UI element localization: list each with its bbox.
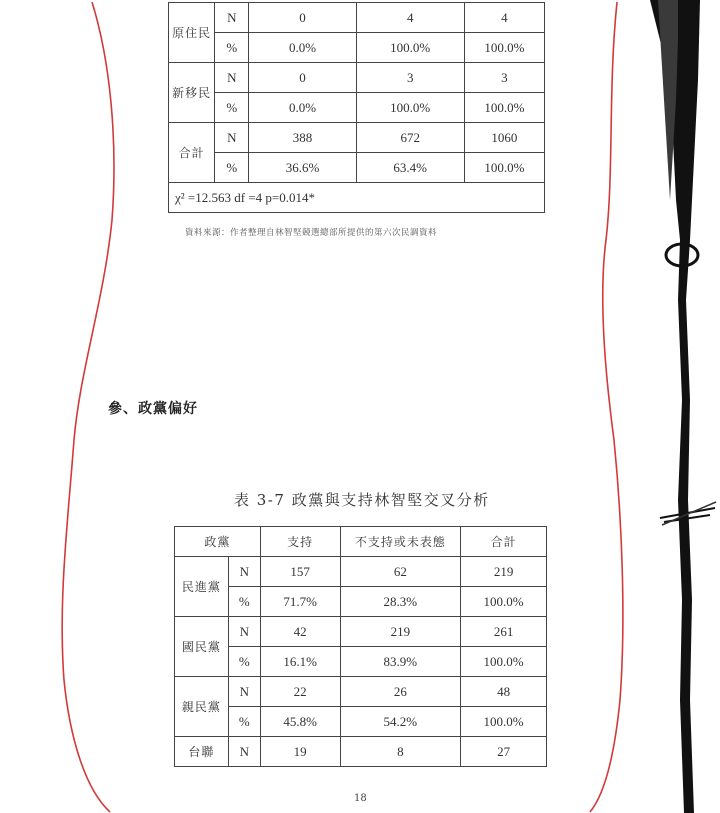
table-cell: 26: [340, 677, 461, 707]
party-label: 國民黨: [175, 617, 229, 677]
section-heading: 參、政黨偏好: [108, 401, 198, 417]
stat-label: N: [228, 677, 260, 707]
table-cell: 48: [461, 677, 547, 707]
table-cell: 3: [464, 63, 544, 93]
source-note: 資料來源：作者整理自林智堅競選總部所提供的第六次民調資料: [185, 228, 438, 238]
table-cell: 100.0%: [464, 153, 544, 183]
table-row: [175, 707, 547, 737]
table-row: [175, 677, 547, 707]
table-cell: 4: [356, 3, 464, 33]
table-cell: 388: [249, 123, 356, 153]
table-row: [169, 93, 545, 123]
table-cell: 100.0%: [461, 707, 547, 737]
row-group-label: 新移民: [169, 63, 215, 123]
table-caption: 表 3-7 政黨與支持林智堅交叉分析: [234, 491, 490, 509]
table-cell: 672: [356, 123, 464, 153]
table-cell: 100.0%: [356, 33, 464, 63]
table-row: [169, 3, 545, 33]
column-header-support: 支持: [260, 527, 340, 557]
table-cell: 54.2%: [340, 707, 461, 737]
table-cell: 0.0%: [249, 93, 356, 123]
table-party-support: [174, 526, 547, 767]
table-row: [169, 63, 545, 93]
column-header-not-support: 不支持或未表態: [340, 527, 461, 557]
table-cell: 100.0%: [461, 647, 547, 677]
stat-label: %: [215, 33, 249, 63]
table-cell: 63.4%: [356, 153, 464, 183]
row-group-label: 合計: [169, 123, 215, 183]
table-cell: 19: [260, 737, 340, 767]
table-cell: 27: [461, 737, 547, 767]
table-cell: 100.0%: [464, 93, 544, 123]
stat-label: %: [215, 93, 249, 123]
table-cell: 0.0%: [249, 33, 356, 63]
stat-label: N: [215, 123, 249, 153]
column-header-party: 政黨: [175, 527, 261, 557]
table-row: [169, 33, 545, 63]
table-row: [169, 123, 545, 153]
table-cell: 219: [461, 557, 547, 587]
chi-square-result: χ² =12.563 df =4 p=0.014*: [169, 183, 545, 213]
table-cell: 0: [249, 3, 356, 33]
stat-label: N: [228, 557, 260, 587]
table-cell: 36.6%: [249, 153, 356, 183]
table-cell: 100.0%: [461, 587, 547, 617]
column-header-total: 合計: [461, 527, 547, 557]
party-label: 親民黨: [175, 677, 229, 737]
stat-label: %: [228, 647, 260, 677]
table-cell: 100.0%: [356, 93, 464, 123]
party-label: 台聯: [175, 737, 229, 767]
table-header-row: [175, 527, 547, 557]
table-row: [175, 647, 547, 677]
table-cell: 0: [249, 63, 356, 93]
table-cell: 219: [340, 617, 461, 647]
table-cell: 261: [461, 617, 547, 647]
stat-label: N: [215, 63, 249, 93]
table-cell: 62: [340, 557, 461, 587]
table-cell: 8: [340, 737, 461, 767]
table-cell: 4: [464, 3, 544, 33]
stat-label: N: [228, 617, 260, 647]
stat-label: %: [215, 153, 249, 183]
table-cell: 1060: [464, 123, 544, 153]
table-ethnicity-support: [168, 2, 545, 213]
table-cell: 42: [260, 617, 340, 647]
table-cell: 83.9%: [340, 647, 461, 677]
table-cell: 16.1%: [260, 647, 340, 677]
table-cell: 3: [356, 63, 464, 93]
table-row: [175, 617, 547, 647]
table-cell: 157: [260, 557, 340, 587]
stat-label: N: [228, 737, 260, 767]
stat-label: %: [228, 707, 260, 737]
table-cell: 22: [260, 677, 340, 707]
scan-edge-binding: [620, 0, 720, 813]
table-row: [169, 153, 545, 183]
page-number: 18: [354, 793, 367, 804]
stat-label: %: [228, 587, 260, 617]
table-cell: 100.0%: [464, 33, 544, 63]
table-row: [169, 183, 545, 213]
table-row: [175, 557, 547, 587]
party-label: 民進黨: [175, 557, 229, 617]
table-row: [175, 737, 547, 767]
table-cell: 71.7%: [260, 587, 340, 617]
table-cell: 45.8%: [260, 707, 340, 737]
row-group-label: 原住民: [169, 3, 215, 63]
stat-label: N: [215, 3, 249, 33]
table-row: [175, 587, 547, 617]
table-cell: 28.3%: [340, 587, 461, 617]
